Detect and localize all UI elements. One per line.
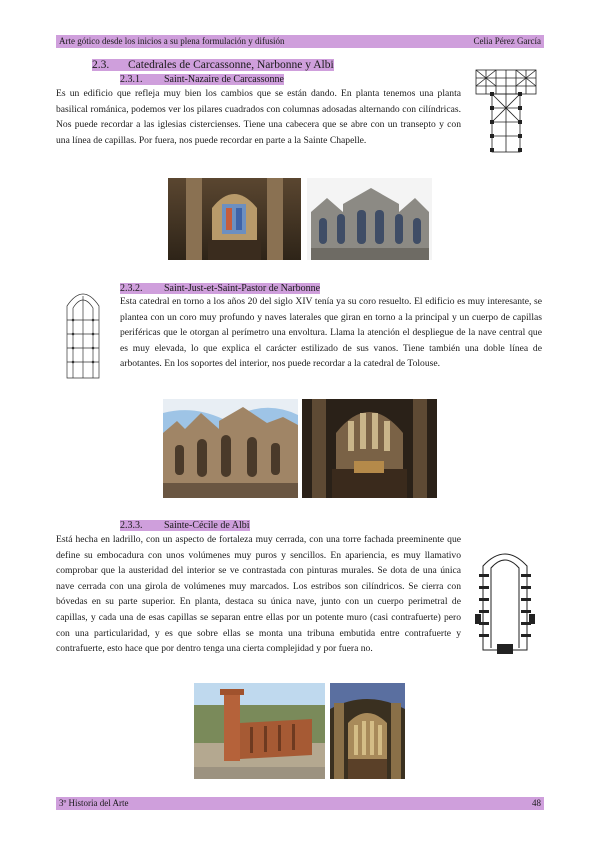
page-header — [56, 35, 544, 48]
carcassonne-interior-photo — [168, 178, 301, 260]
narbonne-interior-photo — [302, 399, 437, 498]
carcassonne-exterior-photo — [307, 178, 432, 260]
page-footer — [56, 797, 544, 810]
subsection-title-1: Saint-Nazaire de Carcassonne — [164, 74, 284, 85]
page-number: 48 — [532, 798, 541, 808]
paragraph-carcassonne: Es un edificio que refleja muy bien los cambios que se están dando. En planta tenemos una planta basilical románica, podemos ver los pilares cuadrados con columnas adosadas alternando con cilíndricas. Nos puede recordar a las iglesias cistercienses. Tiene una cabecera que se abre con un transepto y con una línea de capillas. Por fuera, nos puede recordar en parte a la Sainte Chapelle. — [56, 88, 461, 146]
carcassonne-floor-plan-image — [472, 64, 540, 156]
albi-floor-plan-image — [469, 540, 541, 658]
section-heading — [92, 58, 334, 72]
paragraph-narbonne: Esta catedral en torno a los años 20 del siglo XIV tenía ya su coro resuelto. El edificio es muy interesante, se plantea con un coro muy profundo y naves laterales que giran en torno a la principal y un cuerpo de capillas periféricas que le otorgan al perímetro una envoltura. Llama la atención el despliegue de la nave central que es muy elevada, lo que explica el carácter estilizado de sus vanos. Tiene también una doble línea de arbotantes. En los soportes del interior, nos puede recordar a la catedral de Tolouse. — [120, 296, 542, 370]
subsection-title-2: Saint-Just-et-Saint-Pastor de Narbonne — [164, 283, 321, 294]
section-number: 2.3. — [92, 59, 110, 71]
subsection-heading-3 — [120, 520, 250, 532]
albi-aerial-photo — [194, 683, 325, 779]
paragraph-albi: Está hecha en ladrillo, con un aspecto de fortaleza muy cerrada, con una torre fachada preeminente que define su embocadura con unos volúmenes muy puros y sencillos. En apariencia, es muy llamativo comprobar que la austeridad del interior se ve contrastada con pinturas murales. Se dota de una única nave cerrada con una girola de volúmenes muy marcados. Los estribos son cilíndricos. Se cierra con bóvedas en su parte superior. En planta, destaca su única nave, junto con un cuerpo perimetral de capillas, y cada una de esas capillas se separan entre ellas por un potente muro (casi contrafuerte) pero con una particularidad, y es que sobre ellas se monta una tribuna embutida entre contrafuerte y contrafuerte, esto hace que por dentro tenga una cierta complejidad y por fuera no. — [56, 534, 461, 655]
header-author: Celia Pérez García — [473, 36, 541, 46]
subsection-title-3: Sainte-Cécile de Albi — [164, 520, 250, 531]
subsection-heading-1 — [120, 74, 284, 86]
albi-interior-photo — [330, 683, 405, 779]
narbonne-floor-plan-image — [62, 284, 104, 380]
subsection-number-1: 2.3.1. — [120, 74, 143, 85]
footer-course: 3º Historia del Arte — [59, 798, 129, 808]
section-title: Catedrales de Carcassonne, Narbonne y Albi — [128, 59, 334, 71]
header-title: Arte gótico desde los inicios a su plena formulación y difusión — [59, 36, 285, 46]
subsection-number-2: 2.3.2. — [120, 283, 143, 294]
narbonne-exterior-photo — [163, 399, 298, 498]
subsection-number-3: 2.3.3. — [120, 520, 143, 531]
